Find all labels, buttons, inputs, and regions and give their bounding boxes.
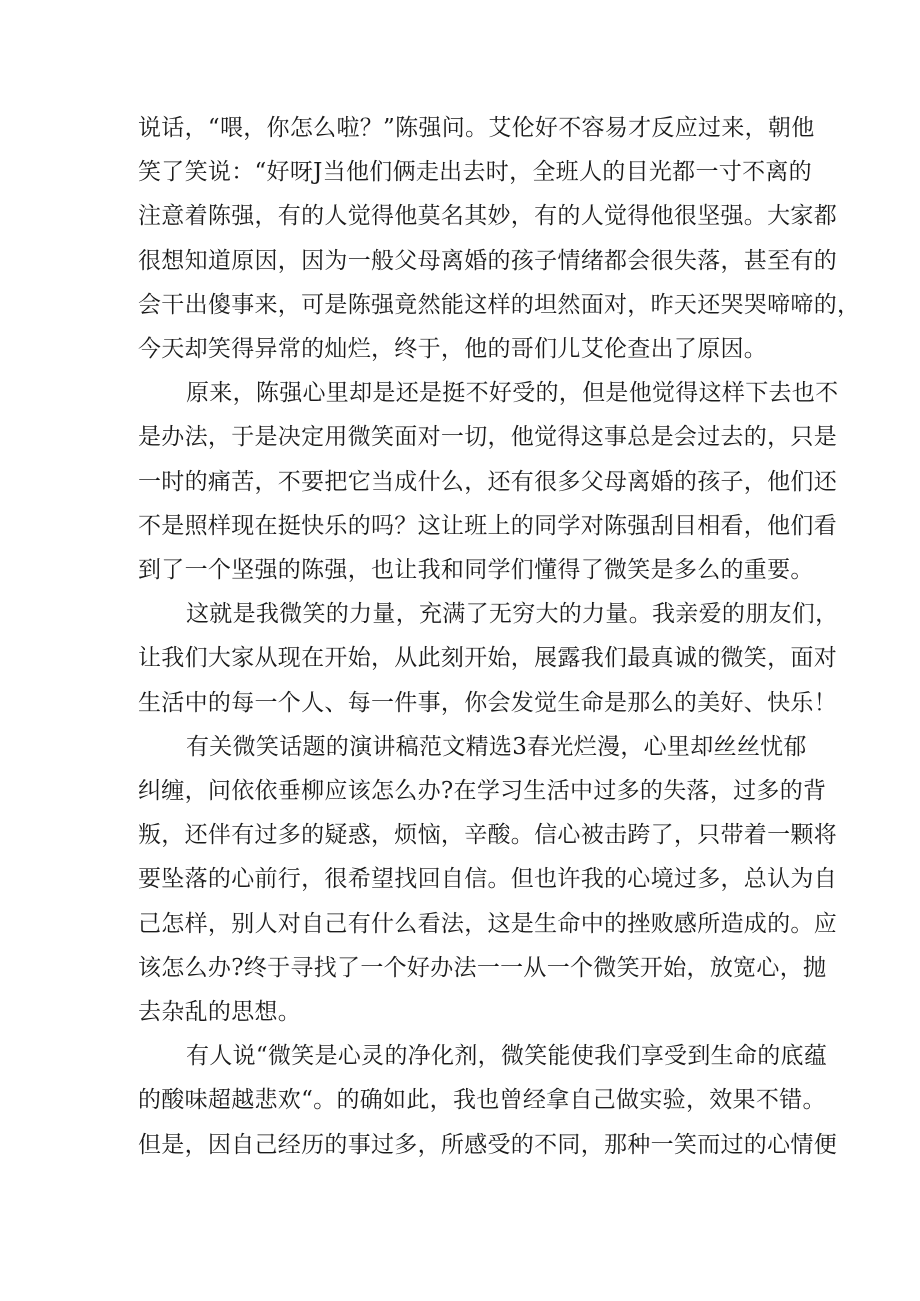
- text-line: 让我们大家从现在开始，从此刻开始，展露我们最真诚的微笑，面对: [138, 645, 837, 672]
- paragraph-1: [138, 106, 861, 371]
- text-line: 笑了笑说：“好呀J当他们俩走出去时，全班人的目光都一寸不离的: [138, 159, 812, 186]
- text-line: 不是照样现在挺快乐的吗？这让班上的同学对陈强刮目相看，他们看: [138, 512, 837, 539]
- paragraph-2: [138, 371, 839, 592]
- paragraph-4: [138, 725, 837, 1034]
- text-line: 纠缠，问依依垂柳应该怎么办?在学习生活中过多的失落，过多的背: [138, 778, 827, 805]
- text-line: 要坠落的心前行，很希望找回自信。但也许我的心境过多，总认为自: [138, 866, 837, 893]
- paragraph-5: [138, 1034, 837, 1167]
- text-line: 去杂乱的思想。: [138, 999, 302, 1026]
- text-line: 原来，陈强心里却是还是挺不好受的，但是他觉得这样下去也不: [186, 380, 839, 407]
- text-line: 叛，还伴有过多的疑惑，烦恼，辛酸。信心被击跨了，只带着一颗将: [138, 822, 837, 849]
- document-body: [138, 106, 861, 1167]
- text-line: 到了一个坚强的陈强，也让我和同学们懂得了微笑是多么的重要。: [138, 557, 814, 584]
- text-line: 注意着陈强，有的人觉得他莫名其妙，有的人觉得他很坚强。大家都: [138, 203, 837, 230]
- text-line: 但是，因自己经历的事过多，所感受的不同，那种一笑而过的心情便: [138, 1131, 837, 1158]
- text-line: 该怎么办?终于寻找了一个好办法一一从一个微笑开始，放宽心，抛: [138, 954, 827, 981]
- text-line: 的酸味超越悲欢“。的确如此，我也曾经拿自己做实验，效果不错。: [138, 1087, 826, 1114]
- text-line: 有关微笑话题的演讲稿范文精选3春光烂漫，心里却丝丝忧郁: [186, 733, 807, 760]
- text-line: 今天却笑得异常的灿烂，终于，他的哥们儿艾伦查出了原因。: [138, 336, 768, 363]
- text-line: 这就是我微笑的力量，充满了无穷大的力量。我亲爱的朋友们，: [186, 601, 839, 628]
- text-line: 会干出傻事来，可是陈强竟然能这样的坦然面对，昨天还哭哭啼啼的，: [138, 291, 861, 318]
- text-line: 生活中的每一个人、每一件事，你会发觉生命是那么的美好、快乐！: [138, 689, 837, 716]
- text-line: 很想知道原因，因为一般父母离婚的孩子情绪都会很失落，甚至有的: [138, 247, 837, 274]
- text-line: 一时的痛苦，不要把它当成什么，还有很多父母离婚的孩子，他们还: [138, 468, 837, 495]
- text-line: 有人说“微笑是心灵的净化剂，微笑能使我们享受到生命的底蕴: [186, 1043, 828, 1070]
- text-line: 己怎样，别人对自己有什么看法，这是生命中的挫败感所造成的。应: [138, 910, 837, 937]
- text-line: 是办法，于是决定用微笑面对一切，他觉得这事总是会过去的，只是: [138, 424, 837, 451]
- paragraph-3: [138, 592, 839, 725]
- text-line: 说话，“喂，你怎么啦？”陈强问。艾伦好不容易才反应过来，朝他: [138, 115, 815, 141]
